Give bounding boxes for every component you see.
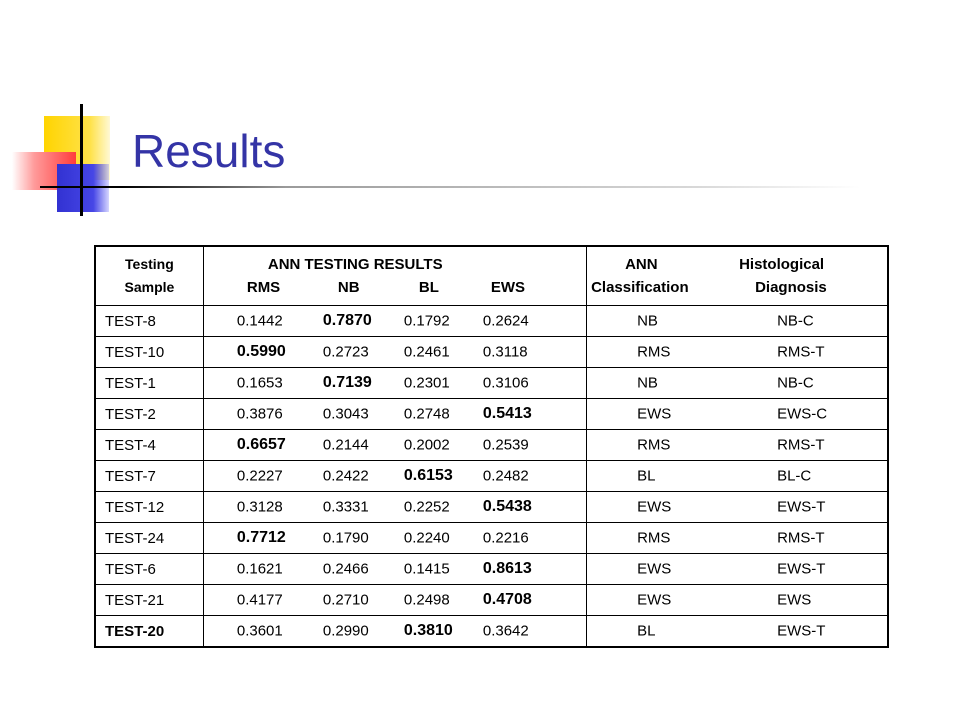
ann-classification: EWS	[637, 560, 672, 578]
ann-classification: NB	[637, 312, 658, 330]
value-ews: 0.8613	[482, 560, 532, 577]
value-ews: 0.2539	[482, 436, 529, 454]
value-rms: 0.1442	[236, 312, 283, 330]
value-nb: 0.2723	[322, 343, 369, 361]
cell-sample: TEST-1	[95, 368, 203, 399]
cell-classification	[587, 368, 888, 399]
cell-ann-values	[203, 368, 586, 399]
value-ews: 0.5413	[482, 405, 532, 422]
table-row	[95, 616, 888, 648]
value-ews: 0.3642	[482, 622, 529, 640]
header-sub-labels	[204, 276, 586, 299]
table-row	[95, 430, 888, 461]
ann-classification: RMS	[637, 343, 671, 361]
value-nb: 0.2710	[322, 591, 369, 609]
header-histological-label: Histological	[739, 256, 825, 273]
header-nb: NB	[337, 279, 360, 296]
header-ann-label: ANN	[625, 256, 658, 273]
table-row	[95, 399, 888, 430]
cell-ann-values	[203, 585, 586, 616]
ann-classification: EWS	[637, 498, 672, 516]
value-bl: 0.2002	[403, 436, 450, 454]
table-row	[95, 306, 888, 337]
value-bl: 0.2252	[403, 498, 450, 516]
cell-ann-values	[203, 523, 586, 554]
value-bl: 0.2748	[403, 405, 450, 423]
cell-classification	[587, 306, 888, 337]
header-testing-label: Testing	[125, 256, 174, 272]
value-nb: 0.1790	[322, 529, 369, 547]
slide-title: Results	[132, 125, 286, 177]
table-row	[95, 523, 888, 554]
histological-diagnosis: EWS-T	[777, 498, 826, 516]
value-bl: 0.2461	[403, 343, 450, 361]
value-ews: 0.2216	[482, 529, 529, 547]
value-rms: 0.3601	[236, 622, 283, 640]
histological-diagnosis: EWS-C	[777, 405, 828, 423]
value-nb: 0.2990	[322, 622, 369, 640]
cell-ann-values	[203, 430, 586, 461]
value-ews: 0.3106	[482, 374, 529, 392]
cell-classification	[587, 399, 888, 430]
value-ews: 0.3118	[482, 343, 528, 361]
table-row	[95, 368, 888, 399]
cell-sample: TEST-4	[95, 430, 203, 461]
value-rms: 0.4177	[236, 591, 283, 609]
header-classification-label: Classification	[591, 279, 689, 296]
value-nb: 0.2466	[322, 560, 369, 578]
header-rms: RMS	[246, 279, 281, 296]
value-nb: 0.3331	[322, 498, 369, 516]
value-rms: 0.1653	[236, 374, 283, 392]
value-ews: 0.5438	[482, 498, 532, 515]
value-bl: 0.2301	[403, 374, 450, 392]
value-rms: 0.7712	[236, 529, 286, 546]
cell-classification	[587, 554, 888, 585]
header-ann-title: ANN TESTING RESULTS	[267, 256, 443, 273]
value-bl: 0.3810	[403, 622, 453, 639]
header-class-row2	[587, 276, 887, 299]
value-rms: 0.5990	[236, 343, 286, 360]
cell-sample: TEST-7	[95, 461, 203, 492]
ann-classification: BL	[637, 622, 656, 640]
title-underline	[40, 186, 860, 188]
value-ews: 0.2624	[482, 312, 529, 330]
histological-diagnosis: EWS-T	[777, 560, 826, 578]
table-row	[95, 492, 888, 523]
histological-diagnosis: RMS-T	[777, 436, 825, 454]
value-ews: 0.2482	[482, 467, 529, 485]
cell-ann-values	[203, 399, 586, 430]
cell-classification	[587, 523, 888, 554]
ann-classification: RMS	[637, 529, 671, 547]
cell-classification	[587, 337, 888, 368]
value-rms: 0.3876	[236, 405, 283, 423]
header-diagnosis-label: Diagnosis	[755, 279, 827, 296]
ann-classification: RMS	[637, 436, 671, 454]
value-bl: 0.6153	[403, 467, 453, 484]
table-row	[95, 461, 888, 492]
header-classification	[587, 246, 888, 306]
cell-sample: TEST-2	[95, 399, 203, 430]
value-bl: 0.2240	[403, 529, 450, 547]
cell-sample: TEST-6	[95, 554, 203, 585]
header-sample-label: Sample	[124, 279, 175, 295]
histological-diagnosis: RMS-T	[777, 343, 825, 361]
value-bl: 0.1792	[403, 312, 450, 330]
cell-ann-values	[203, 554, 586, 585]
value-nb: 0.7870	[322, 312, 372, 329]
ann-classification: BL	[637, 467, 656, 485]
ann-classification: EWS	[637, 591, 672, 609]
cell-classification	[587, 461, 888, 492]
cell-classification	[587, 585, 888, 616]
value-nb: 0.2144	[322, 436, 369, 454]
header-ann-results	[203, 246, 586, 306]
value-nb: 0.3043	[322, 405, 369, 423]
histological-diagnosis: BL-C	[777, 467, 812, 485]
ann-classification: NB	[637, 374, 658, 392]
value-bl: 0.1415	[403, 560, 450, 578]
cell-classification	[587, 430, 888, 461]
cell-sample: TEST-21	[95, 585, 203, 616]
results-table	[94, 245, 889, 648]
table-row	[95, 585, 888, 616]
cell-sample: TEST-12	[95, 492, 203, 523]
cell-sample: TEST-24	[95, 523, 203, 554]
decor-blue-square	[57, 164, 109, 212]
table-header-row	[95, 246, 888, 306]
cell-sample: TEST-8	[95, 306, 203, 337]
header-ews: EWS	[490, 279, 526, 296]
cell-ann-values	[203, 461, 586, 492]
histological-diagnosis: EWS-T	[777, 622, 826, 640]
value-rms: 0.2227	[236, 467, 283, 485]
value-nb: 0.2422	[322, 467, 369, 485]
value-ews: 0.4708	[482, 591, 532, 608]
cell-classification	[587, 492, 888, 523]
cell-ann-values	[203, 492, 586, 523]
histological-diagnosis: EWS	[777, 591, 812, 609]
ann-classification: EWS	[637, 405, 672, 423]
value-rms: 0.6657	[236, 436, 286, 453]
header-testing-sample	[95, 246, 203, 306]
value-rms: 0.3128	[236, 498, 283, 516]
histological-diagnosis: NB-C	[777, 374, 814, 392]
decor-vertical-line	[80, 104, 83, 216]
cell-sample: TEST-10	[95, 337, 203, 368]
value-bl: 0.2498	[403, 591, 450, 609]
cell-classification	[587, 616, 888, 648]
header-class-row1	[587, 253, 887, 276]
cell-ann-values	[203, 616, 586, 648]
histological-diagnosis: NB-C	[777, 312, 814, 330]
header-bl: BL	[418, 279, 439, 296]
table-row	[95, 337, 888, 368]
header-ann-title-row	[204, 253, 586, 276]
histological-diagnosis: RMS-T	[777, 529, 825, 547]
cell-ann-values	[203, 306, 586, 337]
table-row	[95, 554, 888, 585]
value-rms: 0.1621	[236, 560, 283, 578]
value-nb: 0.7139	[322, 374, 372, 391]
cell-sample: TEST-20	[95, 616, 203, 648]
cell-ann-values	[203, 337, 586, 368]
